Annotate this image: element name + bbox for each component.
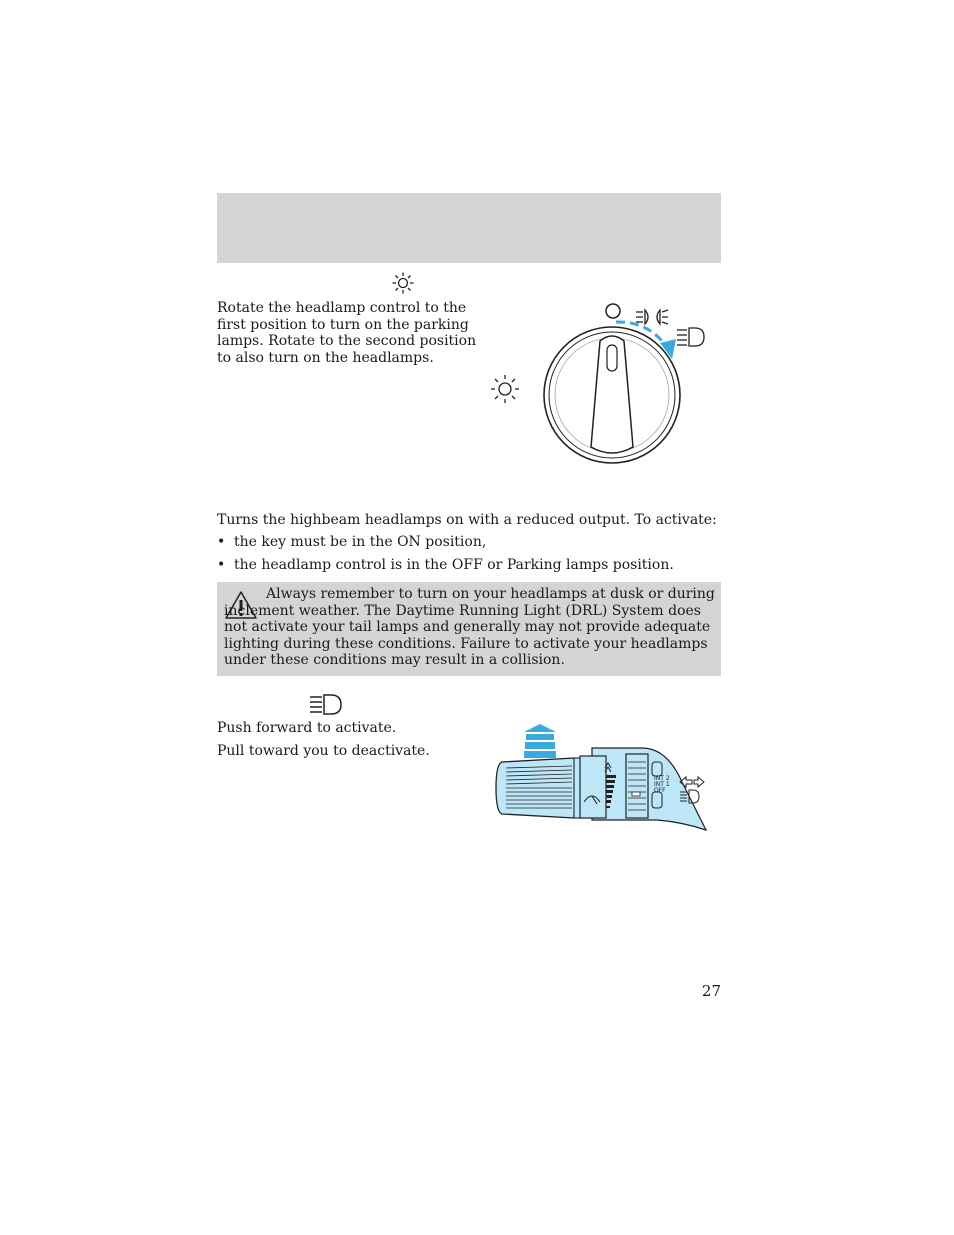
drl-bullet-item: • the headlamp control is in the OFF or Parking lamps position. (217, 557, 674, 573)
headlamp-control-description: Rotate the headlamp control to the first position to turn on the parking lamps. Rotate to the second position to also turn on the headlamps. (217, 300, 477, 366)
high-beam-activate-text: Push forward to activate. (217, 720, 397, 736)
push-forward-arrow-icon (524, 724, 556, 758)
high-beam-deactivate-text: Pull toward you to deactivate. (217, 743, 430, 759)
off-label: OFF (654, 787, 666, 794)
drl-bullet-item: • the key must be in the ON position, (217, 534, 487, 550)
off-position-icon (606, 304, 620, 318)
int1-label: INT 1 (654, 781, 670, 788)
sun-position-icon (491, 375, 519, 403)
high-beam-icon (309, 694, 343, 716)
page-number: 27 (701, 982, 721, 1000)
turn-signal-arrows-icon (680, 777, 704, 787)
drl-description: Turns the highbeam headlamps on with a reduced output. To activate: (217, 512, 717, 528)
parking-lamp-icon (636, 310, 668, 324)
headlamp-sun-icon (391, 271, 415, 295)
int2-label: INT 2 (654, 775, 670, 782)
section-header-band (217, 193, 721, 263)
warning-box (217, 582, 721, 676)
headlamp-control-knob-illustration (488, 295, 708, 470)
multifunction-stalk-illustration (492, 722, 710, 834)
warning-text: Always remember to turn on your headlamps at dusk or during inclement weather. The Daytime Running Light (DRL) System does not activate your tail lamps and generally may not provide adequate lighting during these conditions. Failure to activate your headlamps under these conditions may result in a collision. (224, 586, 715, 668)
headlamp-icon (677, 328, 704, 346)
